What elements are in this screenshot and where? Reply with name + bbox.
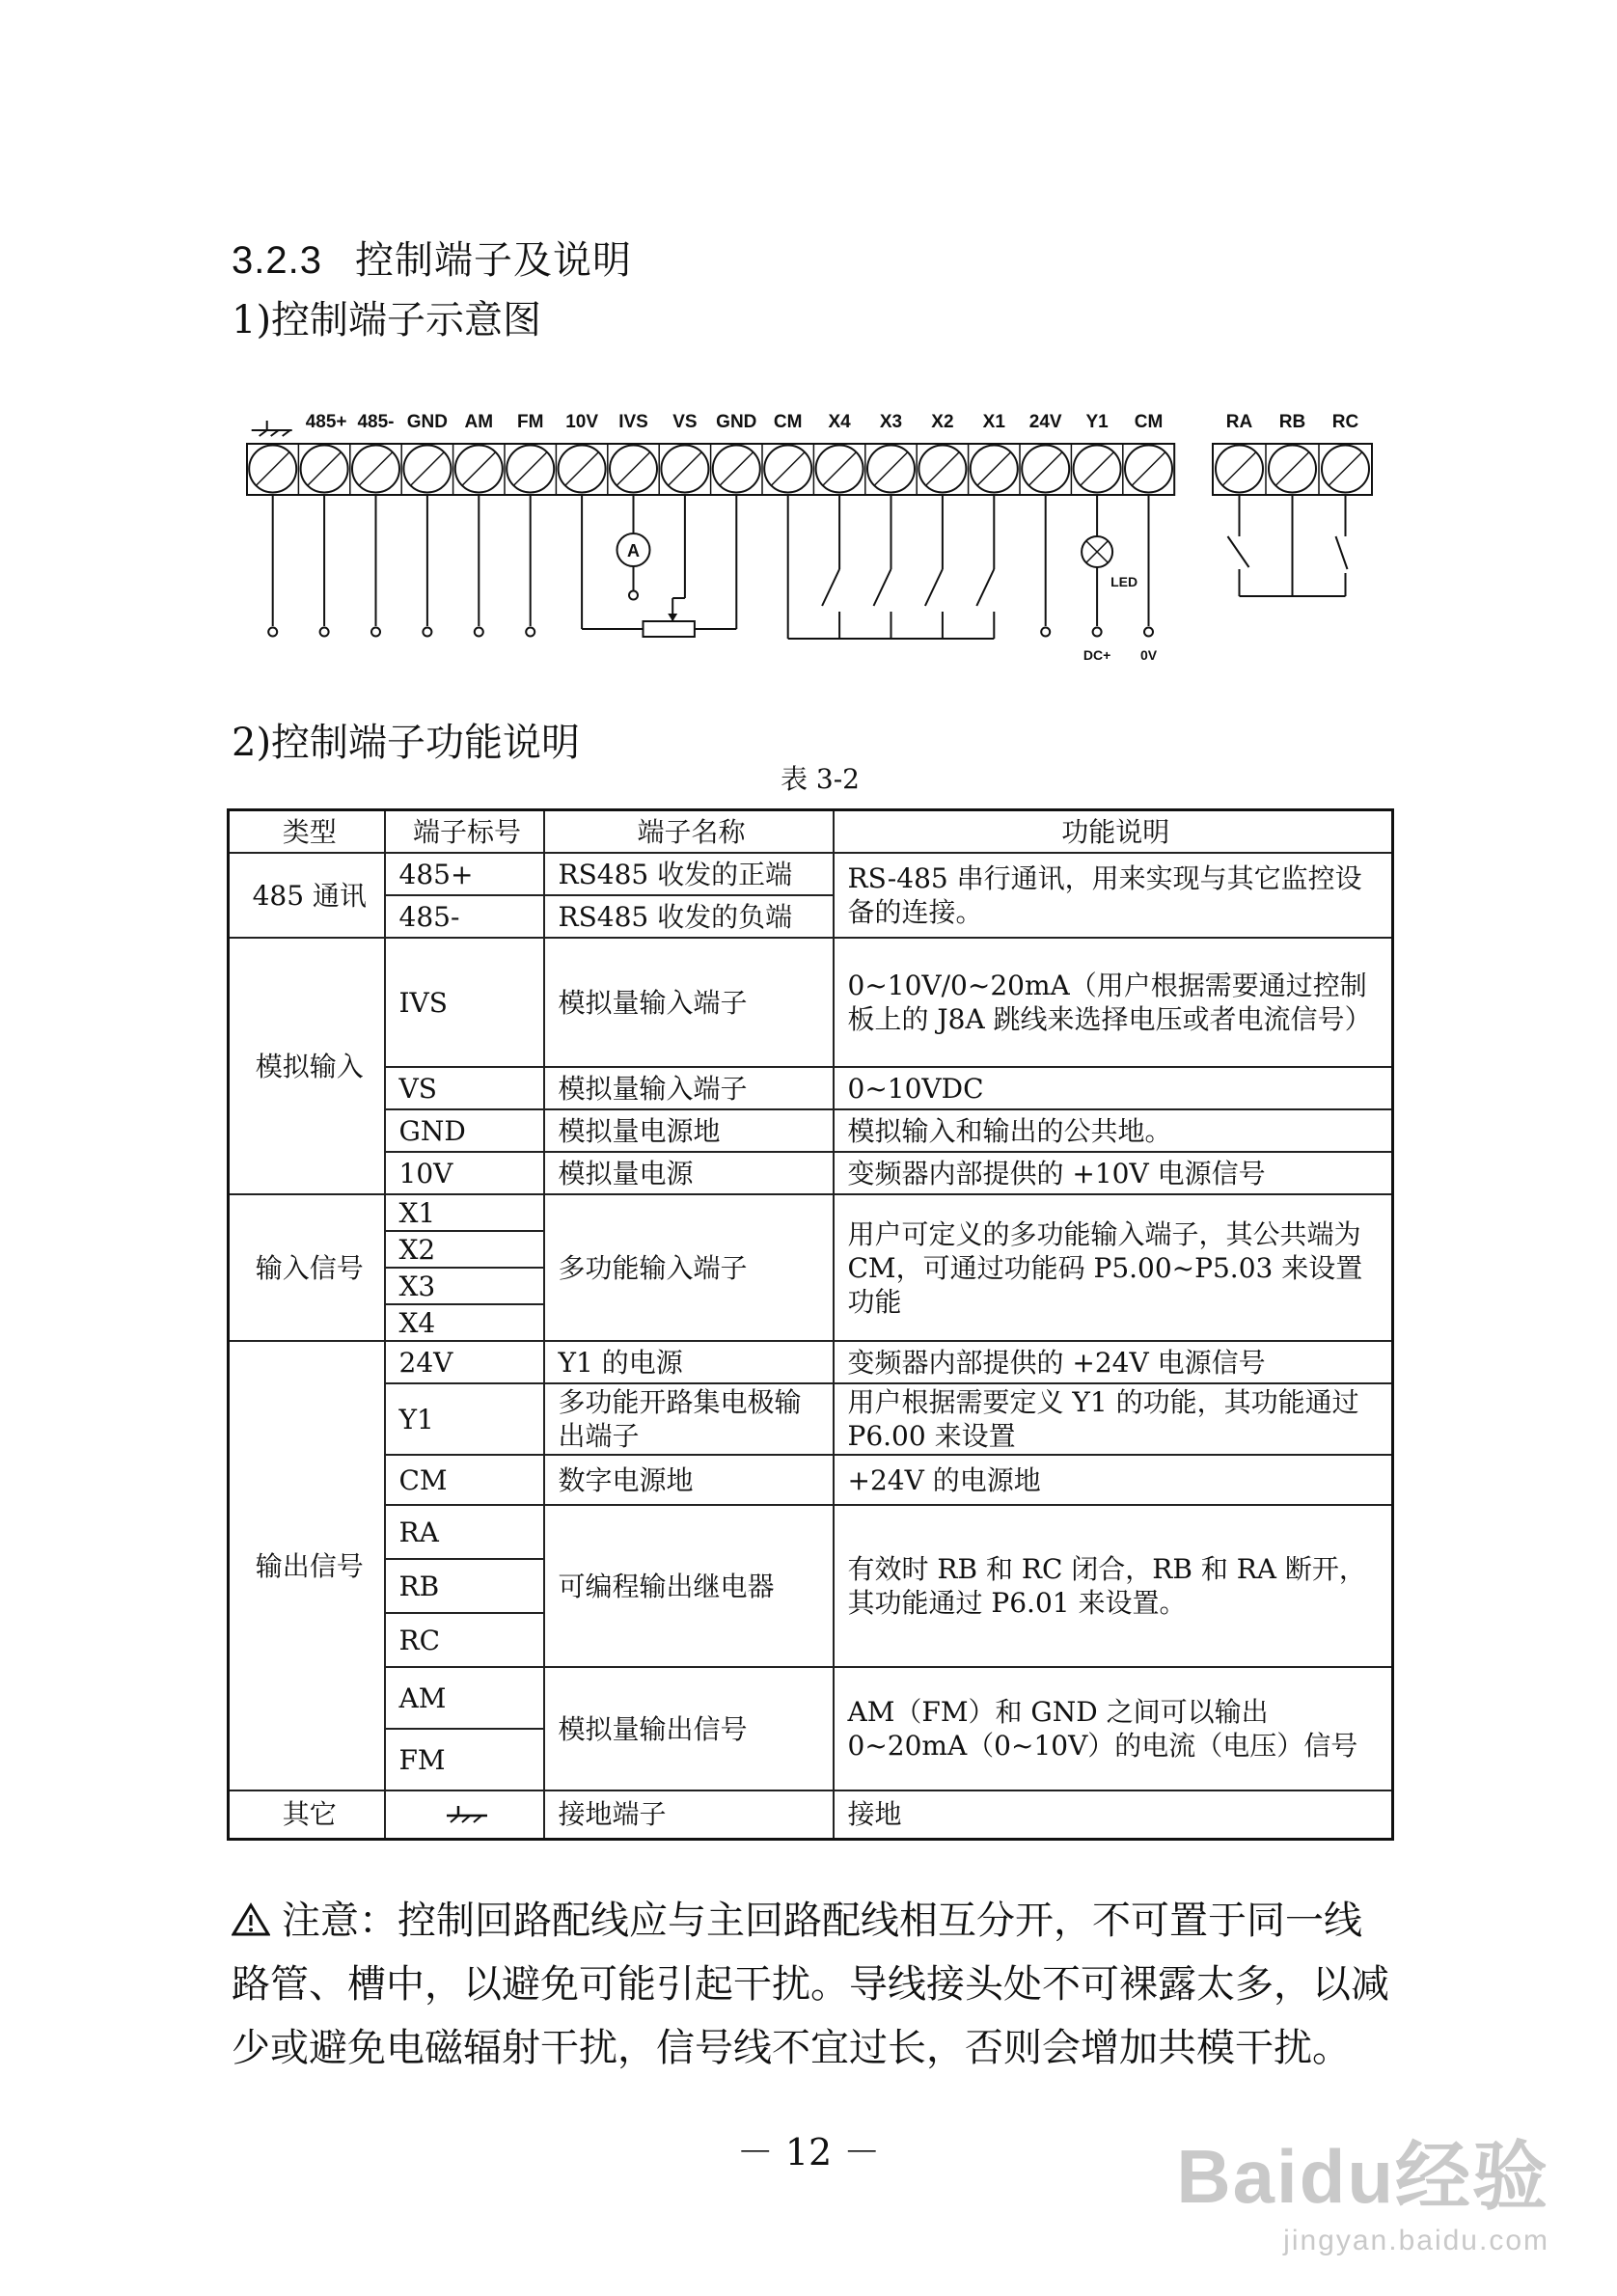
table-row xyxy=(229,1455,1393,1505)
desc-cell: AM（FM）和 GND 之间可以输出 0~20mA（0~10V）的电流（电压）信号 xyxy=(834,1667,1393,1790)
terminal-label: 10V xyxy=(565,412,599,432)
table-row xyxy=(229,938,1393,1067)
function-heading: 2)控制端子功能说明 xyxy=(232,721,581,765)
page-number: － 12 － xyxy=(736,2131,881,2173)
wire-end-terminal xyxy=(320,628,329,637)
name-cell: RS485 收发的正端 xyxy=(544,853,834,895)
header-type: 类型 xyxy=(229,810,385,854)
header-name: 端子名称 xyxy=(544,810,834,854)
code-cell: RA xyxy=(385,1505,544,1559)
header-code: 端子标号 xyxy=(385,810,544,854)
desc-cell: 有效时 RB 和 RC 闭合，RB 和 RA 断开，其功能通过 P6.01 来设置。 xyxy=(834,1505,1393,1667)
wire-end-terminal xyxy=(1144,628,1153,637)
ground-symbol-icon xyxy=(252,421,292,436)
name-cell: 模拟量电源 xyxy=(544,1152,834,1194)
relay-label: RC xyxy=(1331,412,1359,432)
name-cell: 接地端子 xyxy=(544,1790,834,1839)
type-cell: 输出信号 xyxy=(229,1341,385,1790)
code-cell: FM xyxy=(385,1729,544,1790)
terminal-label: IVS xyxy=(618,412,648,432)
terminal-label: GND xyxy=(406,412,449,432)
wire-end-terminal xyxy=(1093,628,1102,637)
code-cell: 24V xyxy=(385,1341,544,1383)
desc-cell: 0~10VDC xyxy=(834,1067,1393,1109)
zero-v-label: 0V xyxy=(1139,647,1158,663)
dc-plus-label: DC+ xyxy=(1083,647,1111,663)
code-cell: X3 xyxy=(385,1268,544,1304)
code-cell: RB xyxy=(385,1559,544,1613)
terminal-label: FM xyxy=(516,412,544,432)
desc-cell: 用户可定义的多功能输入端子，其公共端为 CM，可通过功能码 P5.00~P5.03 来设置功能 xyxy=(834,1194,1393,1341)
name-cell: 数字电源地 xyxy=(544,1455,834,1505)
terminal-label: 485+ xyxy=(305,412,347,432)
code-cell: GND xyxy=(385,1109,544,1152)
watermark-url: jingyan.baidu.com xyxy=(1283,2225,1549,2256)
code-cell xyxy=(385,1790,544,1839)
header-desc: 功能说明 xyxy=(834,810,1393,854)
terminal-label: VS xyxy=(672,412,698,432)
ammeter-label: A xyxy=(627,541,640,560)
table-row xyxy=(229,1067,1393,1109)
wire-end-terminal xyxy=(371,628,380,637)
code-cell: Y1 xyxy=(385,1383,544,1455)
wire-end-terminal xyxy=(423,628,431,637)
diagram-heading: 1)控制端子示意图 xyxy=(232,298,542,342)
table-row xyxy=(229,1383,1393,1455)
wire-end-terminal xyxy=(629,591,638,600)
terminal-label: AM xyxy=(464,412,494,432)
wire-end-terminal xyxy=(526,628,534,637)
name-cell: 模拟量输入端子 xyxy=(544,1067,834,1109)
code-cell: CM xyxy=(385,1455,544,1505)
switch-contact xyxy=(925,569,943,606)
type-cell: 其它 xyxy=(229,1790,385,1839)
name-cell: Y1 的电源 xyxy=(544,1341,834,1383)
table-row xyxy=(229,1667,1393,1729)
terminal-function-table xyxy=(227,808,1394,1841)
desc-cell: 变频器内部提供的 +24V 电源信号 xyxy=(834,1341,1393,1383)
terminal-label: X2 xyxy=(931,412,954,432)
wire-end-terminal xyxy=(475,628,483,637)
switch-contact xyxy=(1228,536,1249,567)
code-cell: AM xyxy=(385,1667,544,1729)
relay-label: RB xyxy=(1278,412,1306,432)
caution-note xyxy=(232,1889,1399,2080)
name-cell: 多功能输入端子 xyxy=(544,1194,834,1341)
desc-cell: 模拟输入和输出的公共地。 xyxy=(834,1109,1393,1152)
desc-cell: 0~10V/0~20mA（用户根据需要通过控制板上的 J8A 跳线来选择电压或者电流信号） xyxy=(834,938,1393,1067)
desc-cell: +24V 的电源地 xyxy=(834,1455,1393,1505)
watermark-brand: Baidu经验 xyxy=(1176,2134,1549,2219)
switch-contact xyxy=(976,569,994,606)
switch-contact xyxy=(1336,536,1348,569)
potentiometer-wiper-arrow xyxy=(668,614,677,621)
type-cell: 485 通讯 xyxy=(229,853,385,938)
table-row xyxy=(229,1152,1393,1194)
terminal-label: X4 xyxy=(828,412,851,432)
ground-symbol-icon xyxy=(443,1798,491,1823)
code-cell: 485- xyxy=(385,895,544,938)
table-row xyxy=(229,1505,1393,1559)
relay-label: RA xyxy=(1225,412,1253,432)
terminal-label: GND xyxy=(716,412,757,432)
terminal-wiring-diagram xyxy=(0,0,1617,695)
table-row xyxy=(229,1790,1393,1839)
type-cell: 输入信号 xyxy=(229,1194,385,1341)
name-cell: 模拟量输出信号 xyxy=(544,1667,834,1790)
desc-cell: 用户根据需要定义 Y1 的功能，其功能通过 P6.00 来设置 xyxy=(834,1383,1393,1455)
desc-cell: 变频器内部提供的 +10V 电源信号 xyxy=(834,1152,1393,1194)
table-caption: 表 3-2 xyxy=(781,763,860,795)
table-row xyxy=(229,1194,1393,1231)
name-cell: 多功能开路集电极输出端子 xyxy=(544,1383,834,1455)
code-cell: IVS xyxy=(385,938,544,1067)
terminal-label: Y1 xyxy=(1085,412,1109,432)
name-cell: RS485 收发的负端 xyxy=(544,895,834,938)
type-cell: 模拟输入 xyxy=(229,938,385,1194)
table-row xyxy=(229,1109,1393,1152)
desc-cell: RS-485 串行通讯，用来实现与其它监控设备的连接。 xyxy=(834,853,1393,938)
switch-contact xyxy=(874,569,891,606)
code-cell: X4 xyxy=(385,1304,544,1341)
name-cell: 模拟量电源地 xyxy=(544,1109,834,1152)
terminal-label: X3 xyxy=(879,412,903,432)
code-cell: RC xyxy=(385,1613,544,1667)
code-cell: 485+ xyxy=(385,853,544,895)
code-cell: VS xyxy=(385,1067,544,1109)
wire-end-terminal xyxy=(268,628,277,637)
table-row xyxy=(229,1341,1393,1383)
caution-text: 注意：控制回路配线应与主回路配线相互分开，不可置于同一线路管、槽中，以避免可能引起干扰。导线接头处不可裸露太多，以减少或避免电磁辐射干扰，信号线不宜过长，否则会增加共模干扰。 xyxy=(232,1899,1389,2070)
table-header-row xyxy=(229,810,1393,854)
led-label: LED xyxy=(1110,574,1138,589)
wire-end-terminal xyxy=(1041,628,1050,637)
desc-cell: 接地 xyxy=(834,1790,1393,1839)
table-row xyxy=(229,853,1393,895)
terminal-label: CM xyxy=(1134,412,1164,432)
potentiometer xyxy=(644,621,695,637)
code-cell: 10V xyxy=(385,1152,544,1194)
warning-icon xyxy=(232,1902,270,1937)
section-title: 控制端子及说明 xyxy=(354,238,632,283)
terminal-label: CM xyxy=(773,412,803,432)
code-cell: X1 xyxy=(385,1194,544,1231)
terminal-label: 24V xyxy=(1028,412,1062,432)
terminal-label: X1 xyxy=(982,412,1005,432)
name-cell: 模拟量输入端子 xyxy=(544,938,834,1067)
code-cell: X2 xyxy=(385,1231,544,1268)
section-number: 3.2.3 xyxy=(232,239,322,282)
name-cell: 可编程输出继电器 xyxy=(544,1505,834,1667)
watermark xyxy=(1176,2117,1549,2257)
terminal-label: 485- xyxy=(357,412,395,432)
switch-contact xyxy=(822,569,839,606)
